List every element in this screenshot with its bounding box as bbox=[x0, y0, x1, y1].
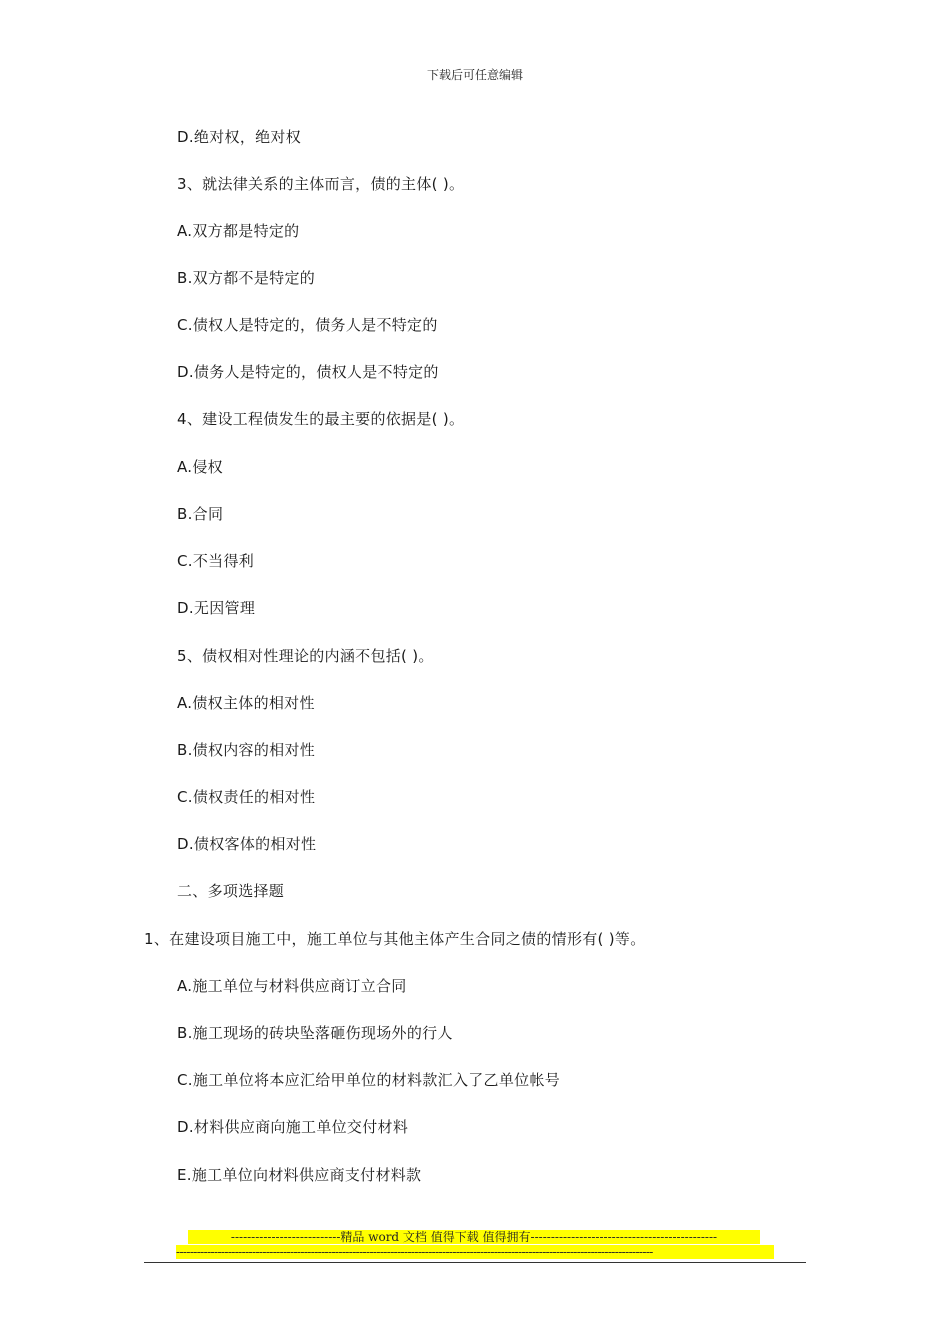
option-b-q4: B.合同 bbox=[177, 505, 224, 523]
option-c-q3: C.债权人是特定的，债务人是不特定的 bbox=[177, 316, 438, 334]
question-3: 3、就法律关系的主体而言，债的主体( )。 bbox=[177, 175, 465, 193]
footer-banner-line1: ---------------------------精品 word 文档 值得下载 值得拥有---------------------------------------------- bbox=[188, 1230, 760, 1244]
multi-question-1: 1、在建设项目施工中，施工单位与其他主体产生合同之债的情形有( )等。 bbox=[144, 930, 646, 948]
footer-rule bbox=[144, 1262, 806, 1263]
option-d-q5: D.债权客体的相对性 bbox=[177, 835, 317, 853]
option-c-mq1: C.施工单位将本应汇给甲单位的材料款汇入了乙单位帐号 bbox=[177, 1071, 561, 1089]
option-c-q5: C.债权责任的相对性 bbox=[177, 788, 316, 806]
option-b-q5: B.债权内容的相对性 bbox=[177, 741, 316, 759]
option-b-q3: B.双方都不是特定的 bbox=[177, 269, 316, 287]
option-b-mq1: B.施工现场的砖块坠落砸伤现场外的行人 bbox=[177, 1024, 453, 1042]
option-d-mq1: D.材料供应商向施工单位交付材料 bbox=[177, 1118, 409, 1136]
section-heading-multiple-choice: 二、多项选择题 bbox=[177, 882, 285, 900]
option-a-q4: A.侵权 bbox=[177, 458, 223, 476]
footer-banner-line2: ------------------------------------------------------------------------------------------------------------------------------------------ bbox=[176, 1245, 774, 1259]
option-c-q4: C.不当得利 bbox=[177, 552, 255, 570]
question-5: 5、债权相对性理论的内涵不包括( )。 bbox=[177, 647, 434, 665]
option-d-q2: D.绝对权，绝对权 bbox=[177, 128, 302, 146]
option-a-mq1: A.施工单位与材料供应商订立合同 bbox=[177, 977, 407, 995]
option-a-q3: A.双方都是特定的 bbox=[177, 222, 300, 240]
option-a-q5: A.债权主体的相对性 bbox=[177, 694, 315, 712]
option-e-mq1: E.施工单位向材料供应商支付材料款 bbox=[177, 1166, 422, 1184]
option-d-q3: D.债务人是特定的，债权人是不特定的 bbox=[177, 363, 439, 381]
question-4: 4、建设工程债发生的最主要的依据是( )。 bbox=[177, 410, 465, 428]
option-d-q4: D.无因管理 bbox=[177, 599, 256, 617]
page-header: 下载后可任意编辑 bbox=[426, 68, 523, 82]
